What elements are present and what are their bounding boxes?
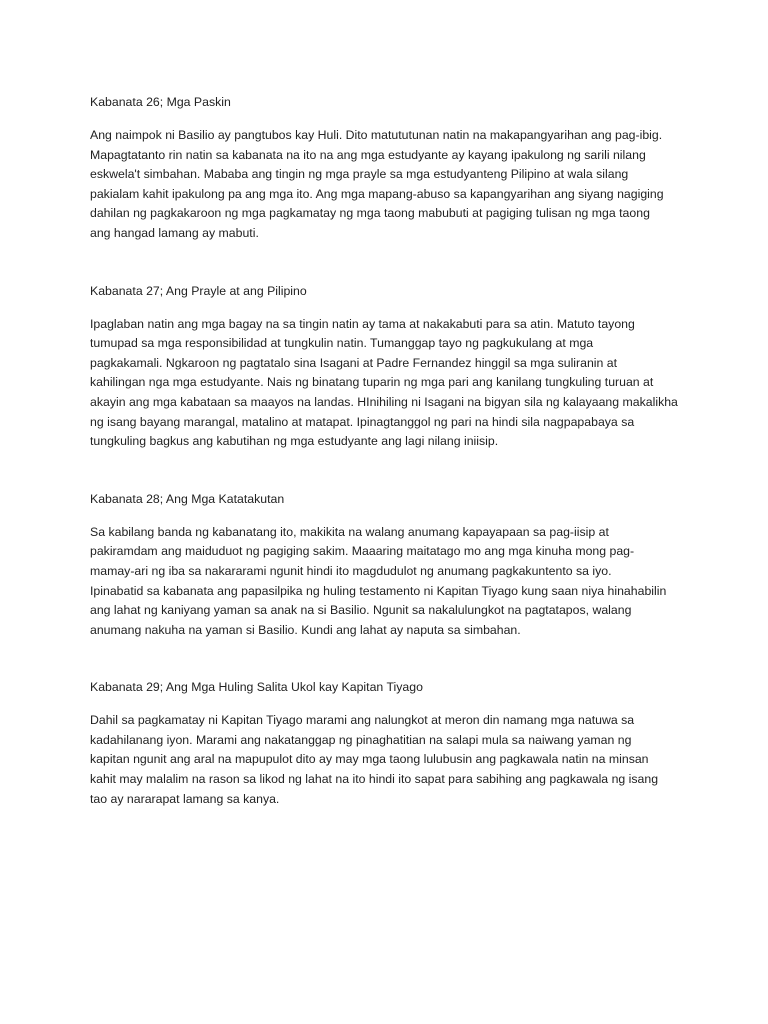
- paragraph-line: mamay-ari ng iba sa nakararami ngunit hindi ito magdudulot ng anumang pagkakuntento sa iyo.: [90, 563, 612, 578]
- paragraph-line: tungkuling bagkus ang kabutihan ng mga estudyante ang lagi nilang iniisip.: [90, 434, 499, 449]
- paragraph-line: tumupad sa mga responsibilidad at tungkulin natin. Tumanggap tayo ng pagkukulang at mga: [90, 336, 594, 351]
- chapter-title: Kabanata 29; Ang Mga Huling Salita Ukol kay Kapitan Tiyago: [90, 680, 423, 695]
- paragraph-line: Ang naimpok ni Basilio ay pangtubos kay Huli. Dito matututunan natin na makapangyarihan ang pag-ibig.: [90, 128, 663, 142]
- paragraph-line: eskwela't simbahan. Mababa ang tingin ng mga prayle sa mga estudyanteng Pilipino at wala silang: [90, 167, 629, 182]
- paragraph-line: dahilan ng pagkakaroon ng mga pagkamatay ng mga taong mabubuti at pagiging tulisan ng mga taong: [90, 206, 650, 221]
- chapter-paragraph: [90, 126, 690, 244]
- paragraph-line: Ipaglaban natin ang mga bagay na sa tingin natin ay tama at nakakabuti para sa atin. Matuto tayong: [90, 316, 635, 331]
- paragraph-line: pakialam kahit ipakulong pa ang mga ito. Ang mga mapang-abuso sa kapangyarihan ang siyang nagiging: [90, 186, 664, 201]
- paragraph-line: anumang nakuha na yaman si Basilio. Kundi ang lahat ay naputa sa simbahan.: [90, 622, 521, 637]
- chapter-26: [90, 93, 690, 244]
- paragraph-line: Mapagtatanto rin natin sa kabanata na ito na ang mga estudyante ay kayang ipakulong ng sarili nilang: [90, 147, 646, 162]
- paragraph-line: kahilingan nga mga estudyante. Nais ng binatang tuparin ng mga pari ang kanilang tungkuling turuan at: [90, 375, 654, 390]
- chapter-28: [90, 490, 690, 641]
- chapter-paragraph: [90, 315, 690, 452]
- document-page: [90, 93, 690, 809]
- chapter-29: [90, 678, 690, 809]
- paragraph-line: tao ay nararapat lamang sa kanya.: [90, 791, 280, 806]
- paragraph-line: pakiramdam ang maiduduot ng pagiging sakim. Maaaring maitatago mo ang mga kinuha mong pag-: [90, 544, 635, 559]
- paragraph-line: Dahil sa pagkamatay ni Kapitan Tiyago marami ang nalungkot at meron din namang mga natuwa sa: [90, 713, 635, 728]
- chapter-paragraph: [90, 523, 690, 641]
- chapter-title: Kabanata 27; Ang Prayle at ang Pilipino: [90, 283, 307, 298]
- paragraph-line: Ipinabatid sa kabanata ang papasilpika ng huling testamento ni Kapitan Tiyago kung saan niya hinahabilin: [90, 583, 667, 598]
- paragraph-line: pagkakamali. Ngkaroon ng pagtatalo sina Isagani at Padre Fernandez hinggil sa mga suliranin at: [90, 355, 618, 370]
- paragraph-line: ang hangad lamang ay mabuti.: [90, 225, 259, 240]
- paragraph-line: akayin ang mga kabataan sa maayos na landas. HInihiling ni Isagani na bigyan sila ng kalayaang makalikha: [90, 394, 678, 409]
- paragraph-line: kahit may malalim na rason sa likod ng lahat na ito hindi ito sapat para sabihing ang pagkawala ng isang: [90, 772, 659, 787]
- paragraph-line: kapitan ngunit ang aral na mapupulot dito ay may mga taong lulubusin ang pagkawala natin na minsan: [90, 752, 649, 767]
- paragraph-line: ang lahat ng kaniyang yaman sa anak na si Basilio. Ngunit sa nakalulungkot na pagtatapos, walang: [90, 603, 632, 618]
- paragraph-line: ng isang bayang marangal, matalino at matapat. Ipinagtanggol ng pari na hindi sila nagpapabaya sa: [90, 414, 635, 429]
- chapter-27: [90, 282, 690, 452]
- chapter-paragraph: [90, 711, 690, 809]
- paragraph-line: kadahilanang iyon. Marami ang nakatanggap ng pinaghatitian na salapi mula sa naiwang yaman ng: [90, 732, 632, 747]
- paragraph-line: Sa kabilang banda ng kabanatang ito, makikita na walang anumang kapayapaan sa pag-iisip at: [90, 524, 609, 539]
- chapter-title: Kabanata 26; Mga Paskin: [90, 95, 231, 109]
- chapter-title: Kabanata 28; Ang Mga Katatakutan: [90, 491, 285, 506]
